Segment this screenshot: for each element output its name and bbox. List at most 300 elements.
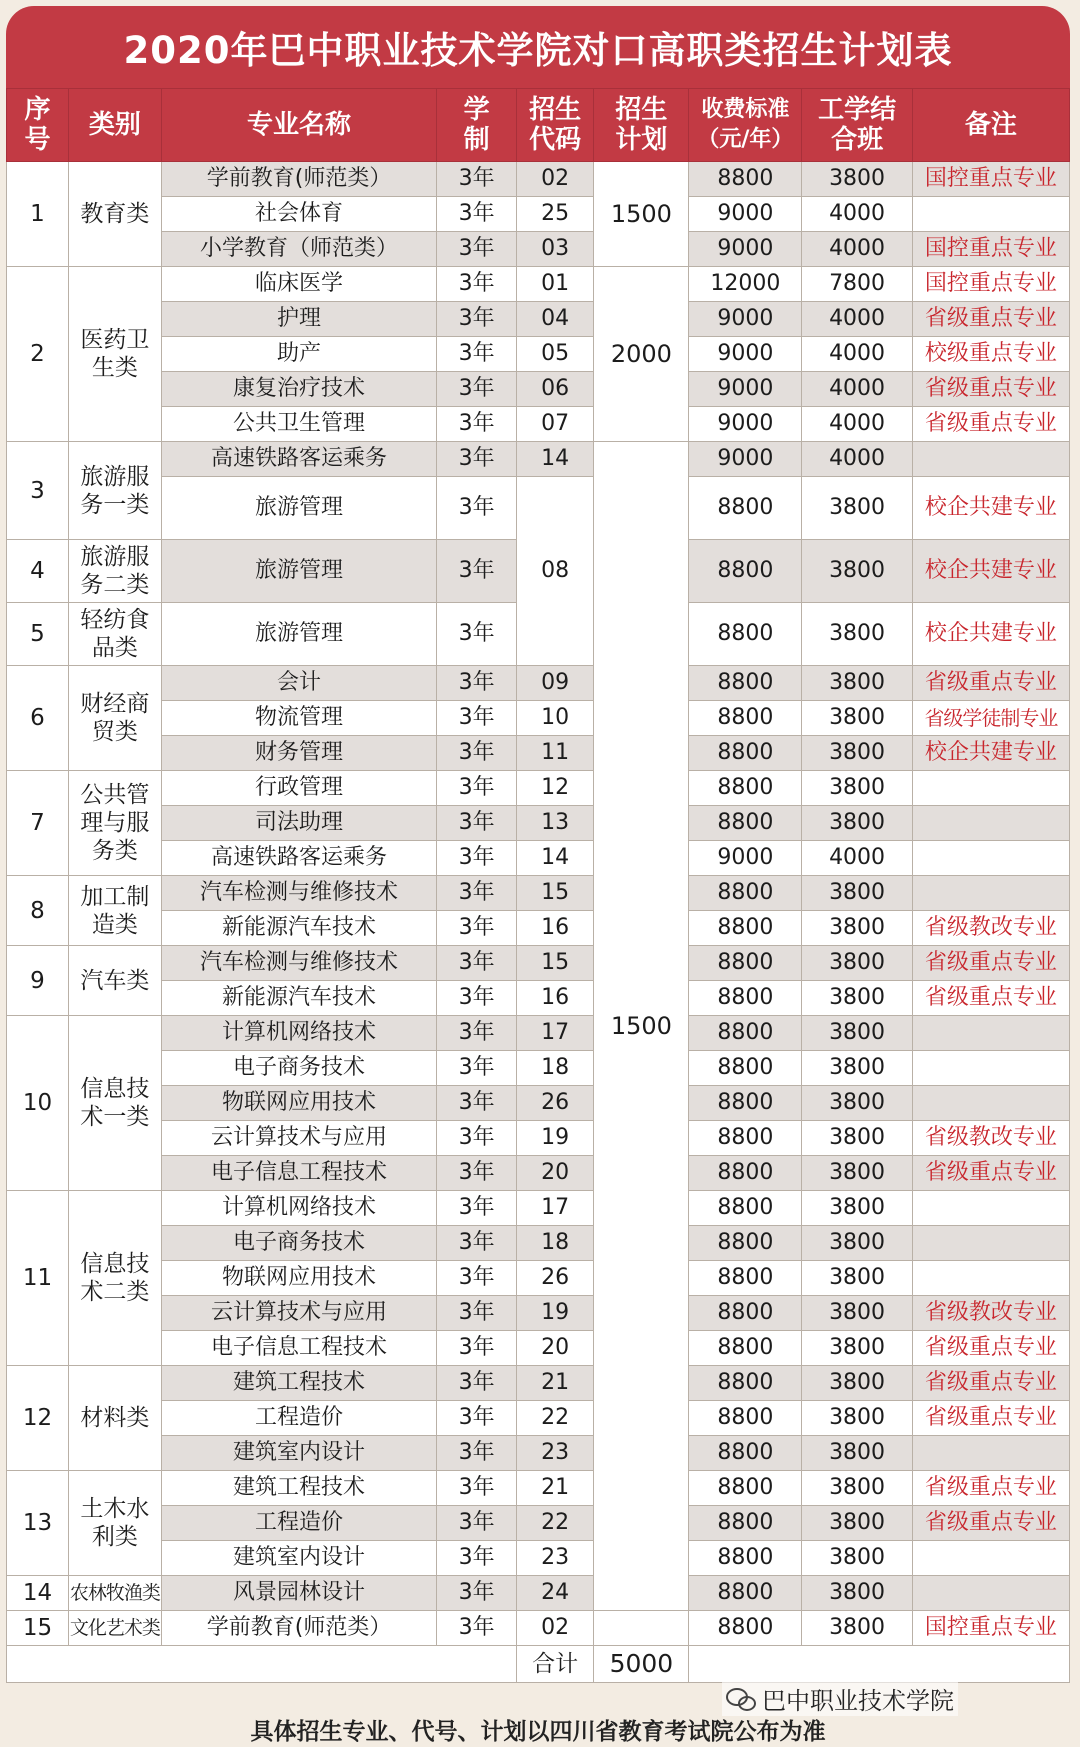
table-row [7,1331,1070,1366]
row-remark: 省级教改专业 [912,911,1069,946]
row-work-study: 3800 [802,1506,913,1541]
row-code: 05 [516,337,593,372]
row-code: 02 [516,1611,593,1646]
row-major: 汽车检测与维修技术 [161,876,436,911]
row-code: 23 [516,1541,593,1576]
row-seq: 15 [7,1611,69,1646]
row-duration: 3年 [437,232,517,267]
row-duration: 3年 [437,162,517,197]
row-seq: 14 [7,1576,69,1611]
row-major: 电子商务技术 [161,1226,436,1261]
row-duration: 3年 [437,372,517,407]
row-seq: 11 [7,1191,69,1366]
row-remark: 校企共建专业 [912,603,1069,666]
row-remark: 校企共建专业 [912,736,1069,771]
row-duration: 3年 [437,197,517,232]
row-plan [594,1611,689,1646]
row-code: 03 [516,232,593,267]
table-row [7,1541,1070,1576]
row-major: 学前教育(师范类） [161,1611,436,1646]
row-fee: 9000 [689,232,802,267]
table-row [7,1191,1070,1226]
row-major: 司法助理 [161,806,436,841]
row-remark: 省级重点专业 [912,946,1069,981]
row-remark: 校企共建专业 [912,540,1069,603]
row-fee: 9000 [689,407,802,442]
row-fee: 8800 [689,1436,802,1471]
row-code: 06 [516,372,593,407]
row-work-study: 3800 [802,1226,913,1261]
row-seq: 10 [7,1016,69,1191]
row-seq: 2 [7,267,69,442]
header-duration: 学制 [437,89,517,162]
enrollment-plan-table [6,88,1070,1683]
row-code: 18 [516,1051,593,1086]
row-duration: 3年 [437,1296,517,1331]
row-duration: 3年 [437,1331,517,1366]
table-row [7,337,1070,372]
row-fee: 8800 [689,1331,802,1366]
row-work-study: 7800 [802,267,913,302]
row-remark: 省级重点专业 [912,407,1069,442]
row-seq: 5 [7,603,69,666]
row-major: 建筑工程技术 [161,1471,436,1506]
row-work-study: 3800 [802,1401,913,1436]
row-category: 财经商贸类 [68,666,161,771]
row-category: 信息技术二类 [68,1191,161,1366]
row-code: 18 [516,1226,593,1261]
table-row [7,1296,1070,1331]
row-major: 建筑室内设计 [161,1541,436,1576]
table-row [7,1121,1070,1156]
row-remark: 省级重点专业 [912,1401,1069,1436]
table-row [7,666,1070,701]
row-duration: 3年 [437,1261,517,1296]
row-fee: 8800 [689,876,802,911]
row-major: 财务管理 [161,736,436,771]
row-major: 计算机网络技术 [161,1191,436,1226]
row-seq: 4 [7,540,69,603]
table-row [7,1261,1070,1296]
row-code: 16 [516,911,593,946]
row-remark [912,1191,1069,1226]
row-duration: 3年 [437,337,517,372]
row-remark [912,876,1069,911]
row-work-study: 4000 [802,302,913,337]
row-remark: 校企共建专业 [912,477,1069,540]
total-empty [689,1646,1070,1683]
row-duration: 3年 [437,1506,517,1541]
row-work-study: 3800 [802,981,913,1016]
row-fee: 8800 [689,1191,802,1226]
row-work-study: 4000 [802,372,913,407]
row-code: 14 [516,841,593,876]
row-duration: 3年 [437,1051,517,1086]
row-remark: 省级学徒制专业 [912,701,1069,736]
row-code: 16 [516,981,593,1016]
row-remark: 校级重点专业 [912,337,1069,372]
row-duration: 3年 [437,1401,517,1436]
row-code: 23 [516,1436,593,1471]
row-duration: 3年 [437,771,517,806]
header-work-study: 工学结合班 [802,89,913,162]
table-row [7,911,1070,946]
row-work-study: 3800 [802,736,913,771]
row-duration: 3年 [437,876,517,911]
row-remark [912,1261,1069,1296]
row-work-study: 3800 [802,806,913,841]
row-major: 护理 [161,302,436,337]
row-remark: 省级重点专业 [912,1471,1069,1506]
row-duration: 3年 [437,946,517,981]
row-work-study: 3800 [802,876,913,911]
row-duration: 3年 [437,1086,517,1121]
row-work-study: 4000 [802,841,913,876]
row-work-study: 3800 [802,1331,913,1366]
row-seq: 7 [7,771,69,876]
row-remark [912,1086,1069,1121]
row-seq: 12 [7,1366,69,1471]
row-code: 25 [516,197,593,232]
row-work-study: 3800 [802,1261,913,1296]
total-label: 合计 [516,1646,593,1683]
row-category: 医药卫生类 [68,267,161,442]
row-remark: 省级重点专业 [912,1331,1069,1366]
row-fee: 8800 [689,736,802,771]
row-code: 20 [516,1331,593,1366]
table-body [7,162,1070,1683]
header-plan: 招生计划 [594,89,689,162]
table-row [7,1226,1070,1261]
row-duration: 3年 [437,267,517,302]
row-remark: 省级重点专业 [912,1156,1069,1191]
row-remark [912,841,1069,876]
row-work-study: 3800 [802,1191,913,1226]
row-fee: 8800 [689,806,802,841]
row-fee: 12000 [689,267,802,302]
row-fee: 9000 [689,372,802,407]
row-work-study: 4000 [802,197,913,232]
row-fee: 8800 [689,1366,802,1401]
row-remark: 国控重点专业 [912,267,1069,302]
row-fee: 8800 [689,1401,802,1436]
table-row [7,806,1070,841]
row-major: 云计算技术与应用 [161,1121,436,1156]
row-fee: 8800 [689,1506,802,1541]
row-seq: 13 [7,1471,69,1576]
watermark-text: 巴中职业技术学院 [762,1687,954,1715]
row-major: 物流管理 [161,701,436,736]
row-code: 22 [516,1401,593,1436]
row-work-study: 3800 [802,1576,913,1611]
table-row [7,232,1070,267]
row-major: 旅游管理 [161,540,436,603]
row-fee: 8800 [689,701,802,736]
row-work-study: 3800 [802,1366,913,1401]
row-fee: 8800 [689,1121,802,1156]
row-code: 24 [516,1576,593,1611]
row-major: 电子信息工程技术 [161,1331,436,1366]
table-row [7,1436,1070,1471]
row-duration: 3年 [437,736,517,771]
row-code: 21 [516,1366,593,1401]
row-fee: 8800 [689,603,802,666]
row-remark [912,771,1069,806]
row-code: 09 [516,666,593,701]
row-seq: 8 [7,876,69,946]
row-major: 物联网应用技术 [161,1261,436,1296]
table-row [7,1576,1070,1611]
row-remark [912,1016,1069,1051]
row-duration: 3年 [437,1016,517,1051]
row-duration: 3年 [437,841,517,876]
row-fee: 8800 [689,477,802,540]
row-fee: 8800 [689,1226,802,1261]
table-row [7,1051,1070,1086]
row-duration: 3年 [437,1226,517,1261]
row-seq: 9 [7,946,69,1016]
table-row [7,841,1070,876]
row-fee: 8800 [689,1541,802,1576]
row-duration: 3年 [437,1366,517,1401]
row-code: 14 [516,442,593,477]
row-code: 07 [516,407,593,442]
row-category: 公共管理与服务类 [68,771,161,876]
row-work-study: 3800 [802,477,913,540]
table-row [7,1471,1070,1506]
watermark [722,1681,958,1716]
row-remark [912,442,1069,477]
row-fee: 8800 [689,981,802,1016]
row-fee: 9000 [689,442,802,477]
row-seq: 1 [7,162,69,267]
row-fee: 8800 [689,1156,802,1191]
row-duration: 3年 [437,1471,517,1506]
row-work-study: 3800 [802,1471,913,1506]
row-work-study: 3800 [802,701,913,736]
row-major: 建筑室内设计 [161,1436,436,1471]
row-fee: 8800 [689,1016,802,1051]
row-duration: 3年 [437,442,517,477]
table-row [7,1366,1070,1401]
row-work-study: 3800 [802,603,913,666]
row-remark: 省级教改专业 [912,1296,1069,1331]
row-duration: 3年 [437,981,517,1016]
row-duration: 3年 [437,1611,517,1646]
row-category: 教育类 [68,162,161,267]
row-remark: 省级重点专业 [912,1366,1069,1401]
row-duration: 3年 [437,540,517,603]
row-fee: 8800 [689,540,802,603]
row-code: 08 [516,477,593,666]
row-major: 云计算技术与应用 [161,1296,436,1331]
row-code: 26 [516,1261,593,1296]
row-work-study: 3800 [802,1541,913,1576]
row-work-study: 3800 [802,1296,913,1331]
row-major: 助产 [161,337,436,372]
row-code: 19 [516,1296,593,1331]
row-duration: 3年 [437,1576,517,1611]
row-fee: 8800 [689,1296,802,1331]
row-work-study: 3800 [802,771,913,806]
row-major: 学前教育(师范类） [161,162,436,197]
row-major: 建筑工程技术 [161,1366,436,1401]
row-remark: 省级教改专业 [912,1121,1069,1156]
table-row [7,981,1070,1016]
row-work-study: 3800 [802,666,913,701]
row-remark: 省级重点专业 [912,1506,1069,1541]
row-duration: 3年 [437,911,517,946]
row-fee: 9000 [689,197,802,232]
row-major: 电子信息工程技术 [161,1156,436,1191]
wechat-icon [726,1688,756,1710]
row-category: 旅游服务一类 [68,442,161,540]
row-major: 康复治疗技术 [161,372,436,407]
row-major: 高速铁路客运乘务 [161,841,436,876]
row-fee: 8800 [689,1051,802,1086]
row-major: 汽车检测与维修技术 [161,946,436,981]
row-work-study: 3800 [802,162,913,197]
row-code: 20 [516,1156,593,1191]
row-duration: 3年 [437,701,517,736]
table-row [7,442,1070,477]
row-major: 行政管理 [161,771,436,806]
row-code: 13 [516,806,593,841]
table-row [7,1016,1070,1051]
table-row [7,1401,1070,1436]
row-work-study: 3800 [802,1121,913,1156]
table-row [7,701,1070,736]
row-code: 04 [516,302,593,337]
header-category: 类别 [68,89,161,162]
row-remark [912,1436,1069,1471]
row-fee: 9000 [689,841,802,876]
row-work-study: 3800 [802,1016,913,1051]
row-seq: 3 [7,442,69,540]
row-major: 风景园林设计 [161,1576,436,1611]
row-fee: 8800 [689,1611,802,1646]
row-remark: 国控重点专业 [912,232,1069,267]
page-title: 2020年巴中职业技术学院对口高职类招生计划表 [6,6,1070,88]
row-work-study: 3800 [802,911,913,946]
row-major: 工程造价 [161,1401,436,1436]
table-row [7,771,1070,806]
row-code: 17 [516,1191,593,1226]
row-code: 10 [516,701,593,736]
row-fee: 8800 [689,162,802,197]
row-fee: 8800 [689,911,802,946]
row-duration: 3年 [437,302,517,337]
table-row [7,162,1070,197]
row-major: 会计 [161,666,436,701]
row-fee: 9000 [689,337,802,372]
table-row [7,736,1070,771]
row-work-study: 4000 [802,407,913,442]
row-duration: 3年 [437,407,517,442]
row-remark: 国控重点专业 [912,162,1069,197]
table-row [7,407,1070,442]
row-category: 农林牧渔类 [68,1576,161,1611]
row-plan: 1500 [594,162,689,267]
total-row [7,1646,1070,1683]
row-fee: 8800 [689,1086,802,1121]
row-major: 旅游管理 [161,477,436,540]
row-remark [912,197,1069,232]
table-row [7,876,1070,911]
row-category: 信息技术一类 [68,1016,161,1191]
row-duration: 3年 [437,1121,517,1156]
row-work-study: 3800 [802,946,913,981]
footer-note: 具体招生专业、代号、计划以四川省教育考试院公布为准 [250,1719,826,1745]
row-remark: 省级重点专业 [912,666,1069,701]
row-major: 公共卫生管理 [161,407,436,442]
row-work-study: 4000 [802,337,913,372]
row-major: 小学教育（师范类） [161,232,436,267]
row-code: 17 [516,1016,593,1051]
row-fee: 9000 [689,302,802,337]
row-category: 材料类 [68,1366,161,1471]
row-work-study: 4000 [802,442,913,477]
header-major: 专业名称 [161,89,436,162]
row-duration: 3年 [437,1156,517,1191]
table-row [7,267,1070,302]
row-major: 电子商务技术 [161,1051,436,1086]
total-empty [7,1646,517,1683]
row-code: 22 [516,1506,593,1541]
row-seq: 6 [7,666,69,771]
table-row [7,946,1070,981]
row-major: 物联网应用技术 [161,1086,436,1121]
row-category: 轻纺食品类 [68,603,161,666]
row-plan: 1500 [594,442,689,1611]
row-fee: 8800 [689,771,802,806]
row-code: 26 [516,1086,593,1121]
row-category: 旅游服务二类 [68,540,161,603]
header-code: 招生代码 [516,89,593,162]
row-category: 土木水利类 [68,1471,161,1576]
row-remark: 省级重点专业 [912,981,1069,1016]
row-plan: 2000 [594,267,689,442]
row-work-study: 3800 [802,1156,913,1191]
row-major: 工程造价 [161,1506,436,1541]
row-code: 15 [516,946,593,981]
row-duration: 3年 [437,806,517,841]
row-remark [912,806,1069,841]
row-work-study: 4000 [802,232,913,267]
row-fee: 8800 [689,1261,802,1296]
header-seq: 序号 [7,89,69,162]
table-row [7,302,1070,337]
row-fee: 8800 [689,1576,802,1611]
row-code: 15 [516,876,593,911]
row-duration: 3年 [437,1541,517,1576]
row-remark [912,1541,1069,1576]
row-duration: 3年 [437,1436,517,1471]
table-header-row [7,89,1070,162]
row-code: 19 [516,1121,593,1156]
row-remark [912,1051,1069,1086]
table-row [7,1156,1070,1191]
row-major: 新能源汽车技术 [161,981,436,1016]
row-duration: 3年 [437,1191,517,1226]
row-major: 计算机网络技术 [161,1016,436,1051]
row-major: 高速铁路客运乘务 [161,442,436,477]
row-major: 旅游管理 [161,603,436,666]
row-work-study: 3800 [802,1611,913,1646]
row-work-study: 3800 [802,540,913,603]
row-category: 文化艺术类 [68,1611,161,1646]
row-code: 12 [516,771,593,806]
